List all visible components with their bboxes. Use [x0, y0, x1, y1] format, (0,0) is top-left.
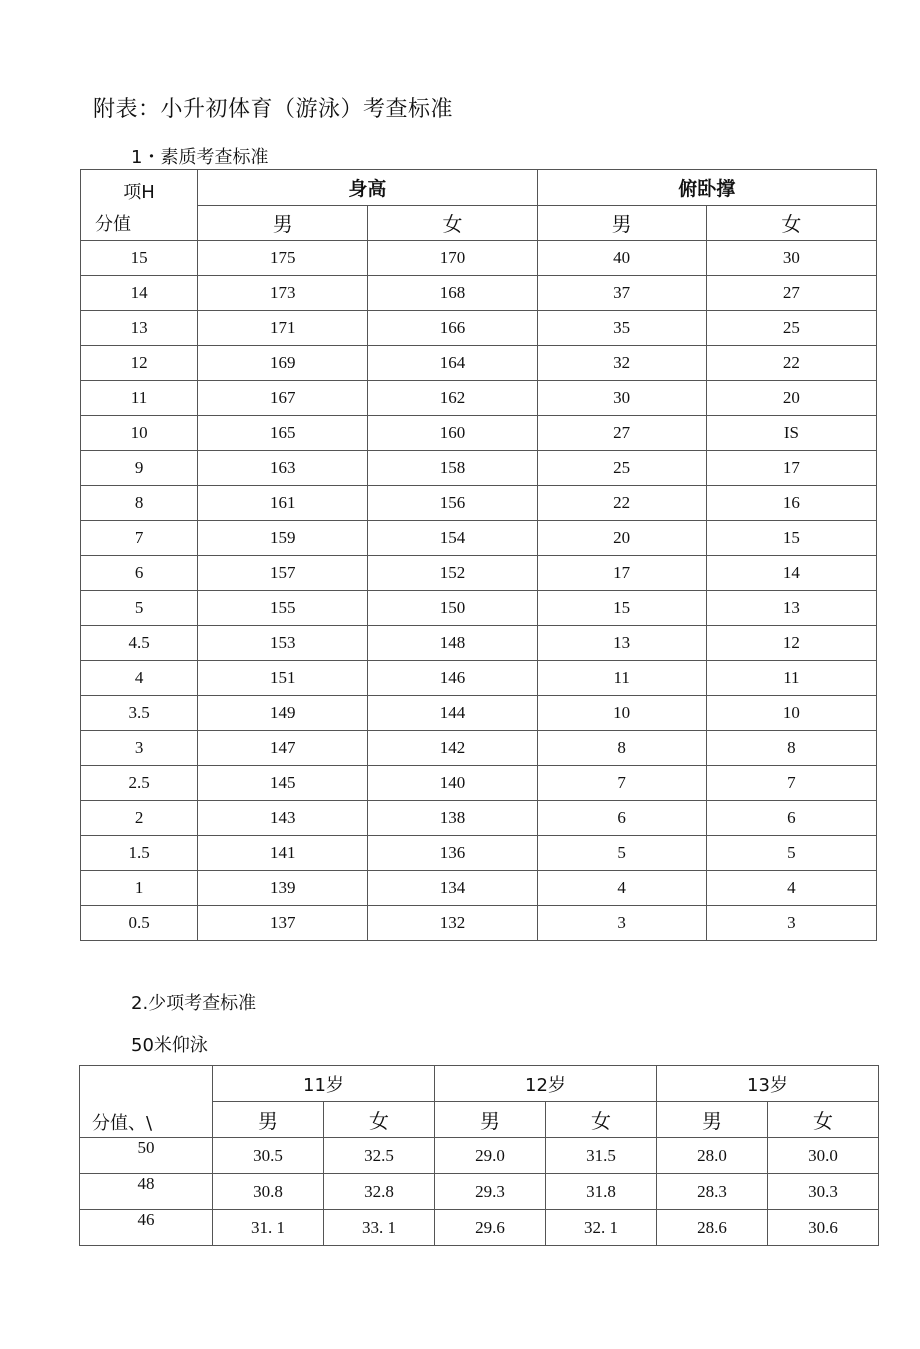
table-row [81, 556, 877, 591]
value-cell: 13 [537, 626, 706, 661]
table-row [81, 241, 877, 276]
value-cell: 15 [706, 521, 876, 556]
value-cell: 32.5 [324, 1138, 435, 1174]
score-cell: 14 [81, 276, 198, 311]
value-cell: 144 [368, 696, 537, 731]
value-cell: 31. 1 [213, 1210, 324, 1246]
value-cell: 137 [198, 906, 368, 941]
value-cell: 145 [198, 766, 368, 801]
table-row [81, 521, 877, 556]
value-cell: 32. 1 [546, 1210, 657, 1246]
value-cell: 22 [706, 346, 876, 381]
value-cell: 175 [198, 241, 368, 276]
score-cell: 5 [81, 591, 198, 626]
value-cell: 166 [368, 311, 537, 346]
value-cell: 30.0 [768, 1138, 879, 1174]
value-cell: 153 [198, 626, 368, 661]
table-row [80, 1138, 879, 1174]
pushup-female-header: 女 [706, 205, 876, 241]
value-cell: 32 [537, 346, 706, 381]
score-cell: 15 [81, 241, 198, 276]
age-13-male-header: 男 [657, 1102, 768, 1138]
table-row [81, 906, 877, 941]
pushup-header: 俯卧撑 [537, 170, 876, 206]
value-cell: 29.0 [435, 1138, 546, 1174]
value-cell: 4 [537, 871, 706, 906]
score-cell: 50 [80, 1138, 213, 1174]
value-cell: 11 [706, 661, 876, 696]
section1-heading: 1・素质考查标准 [131, 147, 269, 168]
score-cell: 0.5 [81, 906, 198, 941]
value-cell: 16 [706, 486, 876, 521]
value-cell: 155 [198, 591, 368, 626]
table-row [81, 346, 877, 381]
value-cell: 143 [198, 801, 368, 836]
age-13-female-header: 女 [768, 1102, 879, 1138]
age-12-female-header: 女 [546, 1102, 657, 1138]
value-cell: 159 [198, 521, 368, 556]
value-cell: 30.6 [768, 1210, 879, 1246]
value-cell: 142 [368, 731, 537, 766]
corner-item-label: 项H [123, 182, 155, 203]
table-row [81, 416, 877, 451]
value-cell: 25 [706, 311, 876, 346]
table-row [81, 381, 877, 416]
score-cell: 13 [81, 311, 198, 346]
corner-cell [80, 1066, 213, 1138]
value-cell: 134 [368, 871, 537, 906]
table-row [81, 451, 877, 486]
score-cell: 11 [81, 381, 198, 416]
value-cell: 4 [706, 871, 876, 906]
value-cell: 147 [198, 731, 368, 766]
value-cell: 15 [537, 591, 706, 626]
height-header: 身高 [198, 170, 537, 206]
value-cell: 27 [706, 276, 876, 311]
value-cell: 139 [198, 871, 368, 906]
value-cell: 29.3 [435, 1174, 546, 1210]
score-cell: 2 [81, 801, 198, 836]
value-cell: 156 [368, 486, 537, 521]
value-cell: 160 [368, 416, 537, 451]
value-cell: 27 [537, 416, 706, 451]
age-12-header: 12岁 [435, 1066, 657, 1102]
value-cell: 25 [537, 451, 706, 486]
value-cell: 6 [537, 801, 706, 836]
value-cell: 158 [368, 451, 537, 486]
score-cell: 10 [81, 416, 198, 451]
value-cell: 3 [537, 906, 706, 941]
value-cell: 5 [706, 836, 876, 871]
value-cell: 3 [706, 906, 876, 941]
value-cell: 30.3 [768, 1174, 879, 1210]
value-cell: 164 [368, 346, 537, 381]
backstroke-standards-table [79, 1065, 879, 1246]
value-cell: 165 [198, 416, 368, 451]
value-cell: 7 [537, 766, 706, 801]
table-row [81, 836, 877, 871]
score-cell: 7 [81, 521, 198, 556]
value-cell: 10 [537, 696, 706, 731]
corner-score-label: 分值 [95, 214, 131, 235]
value-cell: 8 [706, 731, 876, 766]
value-cell: 28.6 [657, 1210, 768, 1246]
value-cell: 30 [706, 241, 876, 276]
score-cell: 12 [81, 346, 198, 381]
score-cell: 2.5 [81, 766, 198, 801]
value-cell: 40 [537, 241, 706, 276]
value-cell: 32.8 [324, 1174, 435, 1210]
corner-score-label: 分值、\ [92, 1113, 153, 1134]
value-cell: 22 [537, 486, 706, 521]
value-cell: 31.5 [546, 1138, 657, 1174]
value-cell: 17 [537, 556, 706, 591]
score-cell: 4 [81, 661, 198, 696]
value-cell: 28.0 [657, 1138, 768, 1174]
table-row [81, 591, 877, 626]
value-cell: 28.3 [657, 1174, 768, 1210]
value-cell: 138 [368, 801, 537, 836]
value-cell: 146 [368, 661, 537, 696]
age-11-header: 11岁 [213, 1066, 435, 1102]
value-cell: 20 [537, 521, 706, 556]
table-row [81, 486, 877, 521]
section2-heading: 2.少项考查标准 [131, 993, 257, 1014]
value-cell: 17 [706, 451, 876, 486]
table-row [81, 661, 877, 696]
age-13-header: 13岁 [657, 1066, 879, 1102]
section2-subheading: 50米仰泳 [131, 1035, 208, 1056]
table-row [81, 696, 877, 731]
value-cell: 140 [368, 766, 537, 801]
value-cell: 152 [368, 556, 537, 591]
value-cell: 37 [537, 276, 706, 311]
age-11-female-header: 女 [324, 1102, 435, 1138]
table-row [81, 731, 877, 766]
value-cell: 12 [706, 626, 876, 661]
value-cell: 161 [198, 486, 368, 521]
value-cell: 11 [537, 661, 706, 696]
value-cell: 141 [198, 836, 368, 871]
value-cell: 149 [198, 696, 368, 731]
value-cell: 33. 1 [324, 1210, 435, 1246]
table-row [81, 766, 877, 801]
score-cell: 3.5 [81, 696, 198, 731]
value-cell: 162 [368, 381, 537, 416]
value-cell: 20 [706, 381, 876, 416]
value-cell: 35 [537, 311, 706, 346]
table-row [81, 311, 877, 346]
value-cell: 170 [368, 241, 537, 276]
fitness-table-body [81, 241, 877, 941]
value-cell: 136 [368, 836, 537, 871]
value-cell: 14 [706, 556, 876, 591]
height-female-header: 女 [368, 205, 537, 241]
corner-cell [81, 170, 198, 241]
value-cell: 132 [368, 906, 537, 941]
value-cell: 30.5 [213, 1138, 324, 1174]
value-cell: 7 [706, 766, 876, 801]
score-cell: 8 [81, 486, 198, 521]
table-row [81, 801, 877, 836]
value-cell: 148 [368, 626, 537, 661]
height-male-header: 男 [198, 205, 368, 241]
table-row [81, 626, 877, 661]
table-row [80, 1210, 879, 1246]
value-cell: 150 [368, 591, 537, 626]
value-cell: 8 [537, 731, 706, 766]
score-cell: 4.5 [81, 626, 198, 661]
score-cell: 1.5 [81, 836, 198, 871]
value-cell: 169 [198, 346, 368, 381]
table-row [81, 276, 877, 311]
value-cell: 10 [706, 696, 876, 731]
value-cell: 168 [368, 276, 537, 311]
score-cell: 9 [81, 451, 198, 486]
score-cell: 1 [81, 871, 198, 906]
value-cell: IS [706, 416, 876, 451]
score-cell: 46 [80, 1210, 213, 1246]
value-cell: 154 [368, 521, 537, 556]
table-row [81, 871, 877, 906]
score-cell: 6 [81, 556, 198, 591]
age-11-male-header: 男 [213, 1102, 324, 1138]
value-cell: 171 [198, 311, 368, 346]
value-cell: 29.6 [435, 1210, 546, 1246]
value-cell: 157 [198, 556, 368, 591]
value-cell: 163 [198, 451, 368, 486]
score-cell: 3 [81, 731, 198, 766]
value-cell: 6 [706, 801, 876, 836]
age-12-male-header: 男 [435, 1102, 546, 1138]
value-cell: 13 [706, 591, 876, 626]
fitness-standards-table [80, 169, 877, 941]
table-row [80, 1174, 879, 1210]
value-cell: 30.8 [213, 1174, 324, 1210]
value-cell: 167 [198, 381, 368, 416]
page-title: 附表：小升初体育（游泳）考查标准 [93, 97, 454, 122]
value-cell: 5 [537, 836, 706, 871]
pushup-male-header: 男 [537, 205, 706, 241]
value-cell: 151 [198, 661, 368, 696]
value-cell: 173 [198, 276, 368, 311]
value-cell: 30 [537, 381, 706, 416]
score-cell: 48 [80, 1174, 213, 1210]
value-cell: 31.8 [546, 1174, 657, 1210]
backstroke-table-body [80, 1138, 879, 1246]
